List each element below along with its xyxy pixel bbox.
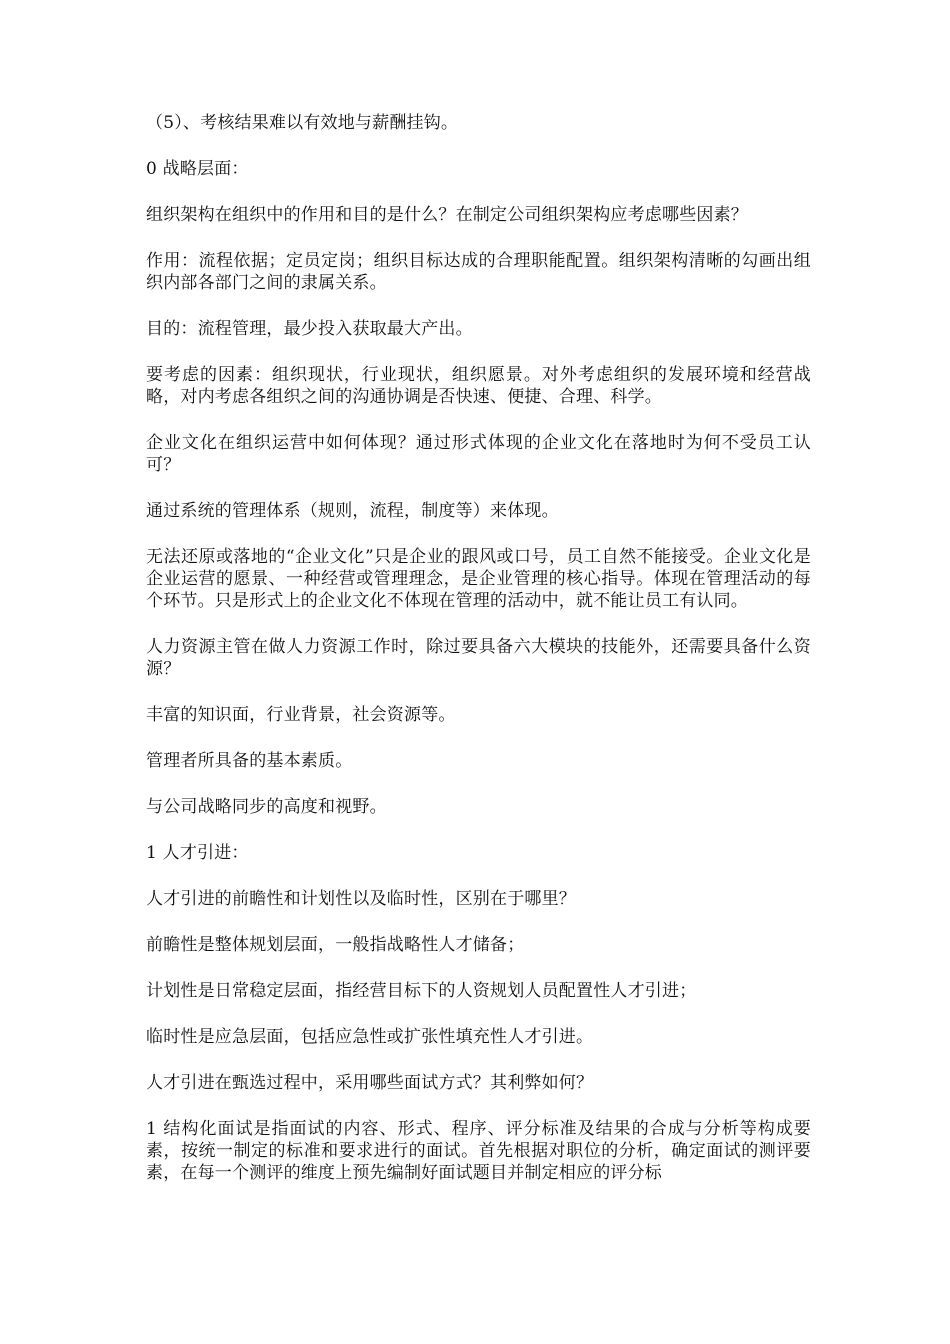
question-paragraph: 人才引进的前瞻性和计划性以及临时性，区别在于哪里？ [146,889,576,909]
question-paragraph: 人才引进在甄选过程中，采用哪些面试方式？其利弊如何？ [146,1073,594,1093]
paragraph: 目的：流程管理，最少投入获取最大产出。 [146,319,473,339]
paragraph: 无法还原或落地的“企业文化”只是企业的跟风或口号，员工自然不能接受。企业文化是企业运营的愿景、一种经营或管理理念，是企业管理的核心指导。体现在管理活动的每个环节。只是形式上的企业文化不体现在管理的活动中，就不能让员工有认同。 [146,547,811,611]
paragraph: 丰富的知识面，行业背景，社会资源等。 [146,705,456,725]
question-paragraph: 企业文化在组织运营中如何体现？通过形式体现的企业文化在落地时为何不受员工认可？ [146,433,811,475]
paragraph: 要考虑的因素：组织现状，行业现状，组织愿景。对外考虑组织的发展环境和经营战略，对内考虑各组织之间的沟通协调是否快速、便捷、合理、科学。 [146,365,811,407]
question-paragraph: 组织架构在组织中的作用和目的是什么？在制定公司组织架构应考虑哪些因素？ [146,205,748,225]
paragraph: 临时性是应急层面，包括应急性或扩张性填充性人才引进。 [146,1027,594,1047]
section-heading: 0 战略层面： [146,159,249,179]
question-paragraph: 人力资源主管在做人力资源工作时，除过要具备六大模块的技能外，还需要具备什么资源？ [146,637,811,679]
paragraph: 通过系统的管理体系（规则，流程，制度等）来体现。 [146,501,559,521]
paragraph: 1 结构化面试是指面试的内容、形式、程序、评分标准及结果的合成与分析等构成要素，按统一制定的标准和要求进行的面试。首先根据对职位的分析，确定面试的测评要素，在每一个测评的维度上预先编制好面试题目并制定相应的评分标 [146,1119,811,1183]
paragraph: 前瞻性是整体规划层面，一般指战略性人才储备； [146,935,525,955]
paragraph: 计划性是日常稳定层面，指经营目标下的人资规划人员配置性人才引进； [146,981,697,1001]
paragraph: （5）、考核结果难以有效地与薪酬挂钩。 [146,113,459,133]
section-heading: 1 人才引进： [146,843,249,863]
paragraph: 与公司战略同步的高度和视野。 [146,797,387,817]
paragraph: 作用：流程依据；定员定岗；组织目标达成的合理职能配置。组织架构清晰的勾画出组织内部各部门之间的隶属关系。 [146,251,811,293]
paragraph: 管理者所具备的基本素质。 [146,751,353,771]
document-page [146,112,811,1208]
